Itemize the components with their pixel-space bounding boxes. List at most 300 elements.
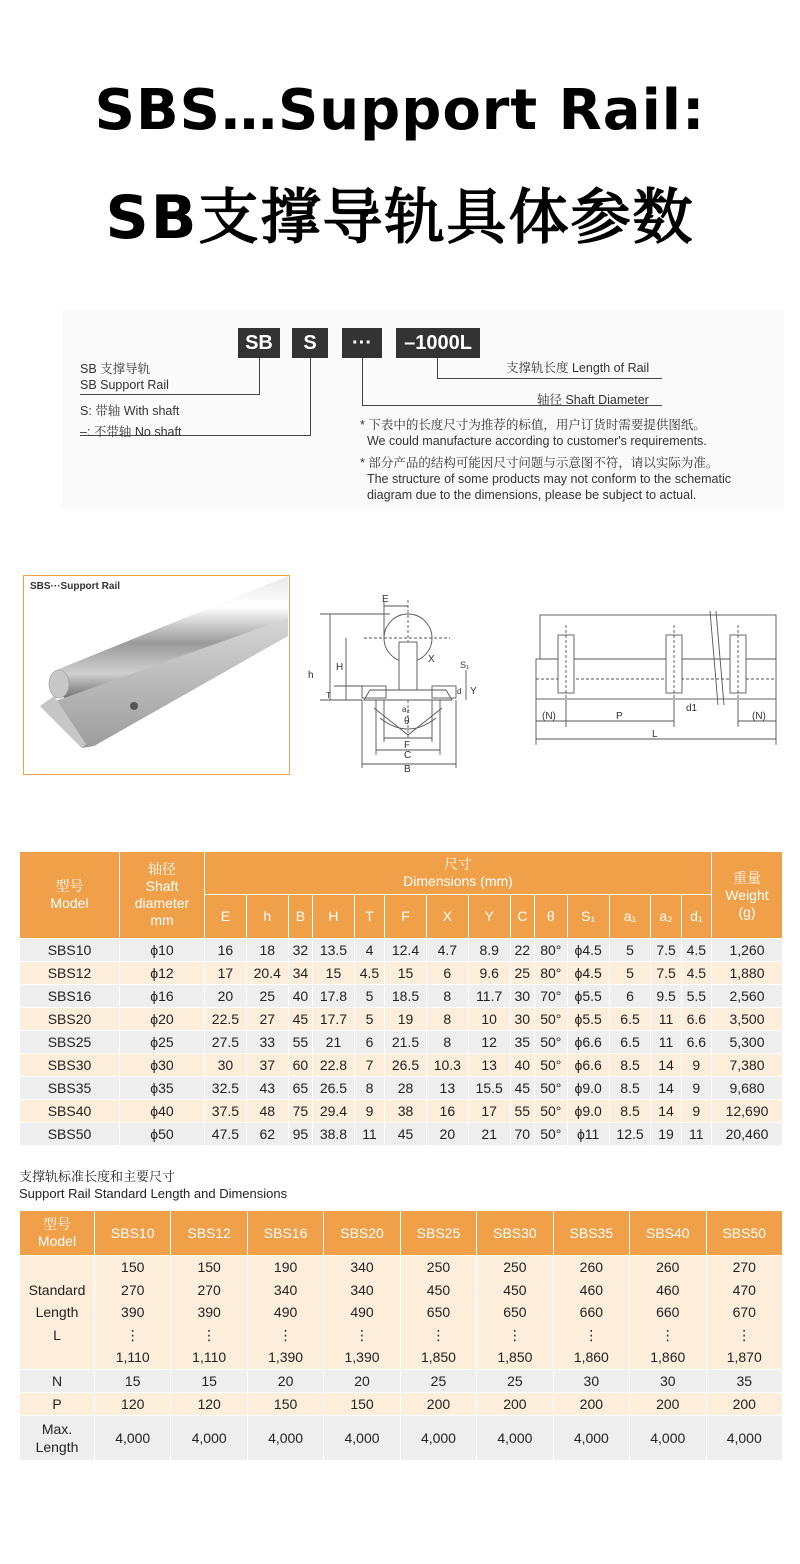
table-cell: 16 (427, 1100, 468, 1122)
p-label: P (20, 1393, 94, 1415)
length-value: 1,870 (726, 1349, 762, 1365)
p-cell: 150 (248, 1393, 323, 1415)
table-cell: 14 (651, 1100, 680, 1122)
max-cell: 4,000 (477, 1416, 552, 1460)
length-value: 150 (121, 1259, 145, 1275)
table-cell: 13 (427, 1077, 468, 1099)
n-label: N (20, 1370, 94, 1392)
th-col: B (289, 895, 312, 938)
table-cell: ϕ35 (120, 1077, 204, 1099)
cell-model: SBS20 (20, 1008, 119, 1030)
table-cell: 8 (427, 1031, 468, 1053)
table-cell: 80° (535, 962, 567, 984)
label-shaft-diameter: 轴径 Shaft Diameter (537, 393, 649, 407)
label-sb-en: SB Support Rail (80, 378, 169, 392)
length-value: 1,390 (268, 1349, 304, 1365)
table-cell: 6.5 (610, 1031, 651, 1053)
length-value: 650 (426, 1304, 451, 1320)
table-cell: 8.5 (610, 1077, 651, 1099)
length-value: 1,860 (573, 1349, 609, 1365)
table-cell: 8 (427, 985, 468, 1007)
section-title: 支撑轨标准长度和主要尺寸 Support Rail Standard Length and Dimensions (19, 1169, 288, 1201)
length-value: 390 (197, 1304, 221, 1320)
p-cell: 200 (630, 1393, 705, 1415)
dim-d1: d1 (686, 703, 698, 714)
table-cell: 7.5 (651, 939, 680, 961)
label-sb-zh: SB 支撑导轨 (80, 362, 151, 376)
code-box-s: S (292, 328, 328, 358)
table-cell: 8 (355, 1077, 384, 1099)
table-cell: 15.5 (469, 1077, 510, 1099)
table-cell: 17 (205, 962, 246, 984)
table-cell: 6 (610, 985, 651, 1007)
table-cell: 37 (247, 1054, 288, 1076)
table-cell: 55 (511, 1100, 534, 1122)
table-cell: 6.6 (682, 1031, 711, 1053)
page-title-en: SBS…Support Rail: (94, 78, 706, 143)
table-cell: 7,380 (712, 1054, 782, 1076)
th-col: a₁ (610, 895, 651, 938)
length-value: 270 (121, 1281, 145, 1298)
length-value: 1,850 (420, 1349, 456, 1365)
length-value: 190 (273, 1259, 298, 1275)
p-cell: 150 (324, 1393, 399, 1415)
table-cell: 21 (469, 1123, 510, 1145)
th-col: X (427, 895, 468, 938)
table-cell: ϕ10 (120, 939, 204, 961)
th-col: a₂ (651, 895, 680, 938)
dim-f: F (404, 740, 411, 751)
max-cell: 4,000 (630, 1416, 705, 1460)
table-cell: 4.5 (355, 962, 384, 984)
dim-n-right: (N) (752, 711, 766, 722)
table-cell: ϕ40 (120, 1100, 204, 1122)
table-cell: 18.5 (385, 985, 426, 1007)
table-cell: 45 (511, 1077, 534, 1099)
table-cell: 70 (511, 1123, 534, 1145)
dim-H: H (336, 662, 344, 673)
table-cell: 4.7 (427, 939, 468, 961)
length-value: 390 (121, 1304, 145, 1320)
table-cell: 4 (355, 939, 384, 961)
n-cell: 15 (171, 1370, 246, 1392)
table-row (20, 962, 782, 984)
table-cell: 12.4 (385, 939, 426, 961)
table-cell: 30 (205, 1054, 246, 1076)
table-cell: 12,690 (712, 1100, 782, 1122)
table-cell: 2,560 (712, 985, 782, 1007)
table-cell: 50° (535, 1031, 567, 1053)
dim-b: B (404, 764, 411, 775)
dim-h: h (308, 670, 314, 681)
th-shaft: 轴径 Shaft diameter mm (120, 852, 204, 938)
table-cell: 9.5 (651, 985, 680, 1007)
length-value: 450 (426, 1281, 451, 1298)
table-cell: 29.4 (313, 1100, 354, 1122)
table-cell: 6.6 (682, 1008, 711, 1030)
table-cell: 12 (469, 1031, 510, 1053)
dimensions-table (19, 851, 783, 1146)
ordering-code-panel (62, 310, 784, 510)
table-cell: 4.5 (682, 962, 711, 984)
max-cell: 4,000 (171, 1416, 246, 1460)
table-cell: ϕ11 (568, 1123, 609, 1145)
p-cell: 120 (95, 1393, 170, 1415)
table-cell: 21 (313, 1031, 354, 1053)
max-cell: 4,000 (707, 1416, 783, 1460)
table-cell: 11 (682, 1123, 711, 1145)
p-cell: 200 (477, 1393, 552, 1415)
table-cell: 33 (247, 1031, 288, 1053)
dim-a2: a₂ (402, 705, 410, 714)
table-cell: 9 (682, 1054, 711, 1076)
table-cell: 1,260 (712, 939, 782, 961)
table-cell: 22.5 (205, 1008, 246, 1030)
table-cell: 35 (511, 1031, 534, 1053)
table-cell: 50° (535, 1008, 567, 1030)
length-value: 270 (732, 1259, 756, 1275)
table-cell: 12.5 (610, 1123, 651, 1145)
length-value: 340 (350, 1259, 374, 1275)
table-cell: 62 (247, 1123, 288, 1145)
length-value: 660 (579, 1304, 604, 1320)
cell-model: SBS12 (20, 962, 119, 984)
standard-length-table (19, 1210, 783, 1461)
label-with-shaft: S: 带轴 With shaft (80, 404, 180, 418)
n-cell: 20 (248, 1370, 323, 1392)
length-value: ⋮ (355, 1326, 370, 1343)
table-cell: ϕ9.0 (568, 1077, 609, 1099)
table-cell: 15 (313, 962, 354, 984)
max-cell: 4,000 (95, 1416, 170, 1460)
table-cell: 50° (535, 1123, 567, 1145)
length-value: 250 (426, 1259, 451, 1275)
table-cell: ϕ9.0 (568, 1100, 609, 1122)
table-cell: 25 (511, 962, 534, 984)
table-row (20, 1100, 782, 1122)
table-cell: 13.5 (313, 939, 354, 961)
table-cell: ϕ12 (120, 962, 204, 984)
table-cell: 32 (289, 939, 312, 961)
table-row (20, 1077, 782, 1099)
length-value: 490 (273, 1304, 298, 1320)
table-cell: 37.5 (205, 1100, 246, 1122)
table-cell: 8.5 (610, 1100, 651, 1122)
table-cell: ϕ4.5 (568, 962, 609, 984)
p-cell: 200 (554, 1393, 629, 1415)
table-cell: 4.5 (682, 939, 711, 961)
table-cell: 27.5 (205, 1031, 246, 1053)
table-cell: 50° (535, 1077, 567, 1099)
cell-model: SBS40 (20, 1100, 119, 1122)
dim-n-left: (N) (542, 711, 556, 722)
dim-x: X (428, 654, 435, 665)
table-cell: 95 (289, 1123, 312, 1145)
cell-model: SBS10 (20, 939, 119, 961)
table-cell: ϕ50 (120, 1123, 204, 1145)
th-model-col: SBS20 (324, 1211, 399, 1255)
dim-l: L (652, 729, 658, 740)
p-cell: 200 (707, 1393, 783, 1415)
table-cell: 5.5 (682, 985, 711, 1007)
th-weight: 重量 Weight (g) (712, 852, 782, 938)
length-value: 270 (197, 1281, 221, 1298)
max-length-label: Max. Length (20, 1416, 94, 1460)
table-cell: 30 (511, 985, 534, 1007)
length-value: 1,110 (192, 1349, 227, 1365)
page-title-zh: SB支撑导轨具体参数 (105, 183, 695, 253)
table-cell: 11 (651, 1008, 680, 1030)
th-col: C (511, 895, 534, 938)
th-dimensions: 尺寸 Dimensions (mm) (205, 852, 711, 894)
table-cell: 14 (651, 1054, 680, 1076)
length-value: 340 (273, 1281, 298, 1298)
length-cell (554, 1256, 629, 1369)
table-cell: ϕ30 (120, 1054, 204, 1076)
table-cell: 6.5 (610, 1008, 651, 1030)
table-cell: 26.5 (385, 1054, 426, 1076)
table-row (20, 1031, 782, 1053)
support-rail-illustration (24, 576, 288, 773)
max-cell: 4,000 (324, 1416, 399, 1460)
length-value: 1,860 (650, 1349, 686, 1365)
table-cell: 7 (355, 1054, 384, 1076)
table-cell: 20 (205, 985, 246, 1007)
table-cell: 18 (247, 939, 288, 961)
table-cell: 43 (247, 1077, 288, 1099)
dim-c: C (404, 750, 412, 761)
table-cell: 9 (682, 1100, 711, 1122)
table-cell: 16 (205, 939, 246, 961)
table-row (20, 1054, 782, 1076)
th-col: E (205, 895, 246, 938)
th-model-col: SBS35 (554, 1211, 629, 1255)
length-value: 340 (350, 1281, 374, 1298)
dim-e: E (382, 594, 389, 605)
dim-s1: S₁ (460, 660, 470, 670)
table-cell: 40 (289, 985, 312, 1007)
th-model-col: SBS30 (477, 1211, 552, 1255)
table-cell: 75 (289, 1100, 312, 1122)
n-cell: 20 (324, 1370, 399, 1392)
length-cell (477, 1256, 552, 1369)
table-cell: ϕ16 (120, 985, 204, 1007)
length-value: 1,850 (497, 1349, 533, 1365)
table-cell: 17 (469, 1100, 510, 1122)
length-value: 460 (656, 1281, 680, 1298)
table-cell: 8.5 (610, 1054, 651, 1076)
table-cell: 38.8 (313, 1123, 354, 1145)
length-cell (171, 1256, 246, 1369)
table-cell: ϕ25 (120, 1031, 204, 1053)
table-cell: 11 (355, 1123, 384, 1145)
table-cell: 9,680 (712, 1077, 782, 1099)
table-cell: 5 (610, 962, 651, 984)
dim-theta: θ (404, 716, 410, 727)
note-2: * 部分产品的结构可能因尺寸问题与示意图不符，请以实际为准。 The structure of some products may not conform to the schematic diagram due to the dimensions, please be subject to actual. (360, 456, 731, 502)
length-value: 260 (579, 1259, 604, 1275)
table-cell: 48 (247, 1100, 288, 1122)
table-cell: 50° (535, 1054, 567, 1076)
label-no-shaft: –: 不带轴 No shaft (80, 425, 182, 439)
table-row (20, 1123, 782, 1145)
length-value: 650 (503, 1304, 527, 1320)
table-cell: 10 (469, 1008, 510, 1030)
code-box-length: –1000L (396, 328, 480, 358)
code-box-sb: SB (238, 328, 280, 358)
th-col: θ (535, 895, 567, 938)
n-cell: 30 (554, 1370, 629, 1392)
cell-model: SBS35 (20, 1077, 119, 1099)
table-cell: 6 (355, 1031, 384, 1053)
n-cell: 25 (401, 1370, 476, 1392)
max-cell: 4,000 (248, 1416, 323, 1460)
table-cell: 1,880 (712, 962, 782, 984)
th-col: F (385, 895, 426, 938)
table-row (20, 939, 782, 961)
cell-model: SBS25 (20, 1031, 119, 1053)
table-cell: 25 (247, 985, 288, 1007)
table-cell: 22 (511, 939, 534, 961)
table-cell: 20.4 (247, 962, 288, 984)
th-col: S₁ (568, 895, 609, 938)
table-cell: ϕ5.5 (568, 985, 609, 1007)
length-value: ⋮ (431, 1326, 446, 1343)
table-cell: ϕ6.6 (568, 1031, 609, 1053)
length-value: 660 (656, 1304, 680, 1320)
length-value: 670 (732, 1304, 756, 1320)
table-cell: 45 (289, 1008, 312, 1030)
length-value: 150 (197, 1259, 221, 1275)
table-cell: 11.7 (469, 985, 510, 1007)
table-cell: 60 (289, 1054, 312, 1076)
n-cell: 30 (630, 1370, 705, 1392)
table-cell: ϕ6.6 (568, 1054, 609, 1076)
th-model-col: SBS12 (171, 1211, 246, 1255)
length-value: 1,110 (115, 1349, 150, 1365)
p-cell: 120 (171, 1393, 246, 1415)
length-value: ⋮ (660, 1326, 675, 1343)
cell-model: SBS50 (20, 1123, 119, 1145)
table-cell: 19 (385, 1008, 426, 1030)
table-cell: 15 (385, 962, 426, 984)
table-cell: 8 (427, 1008, 468, 1030)
table-cell: 65 (289, 1077, 312, 1099)
table-cell: 19 (651, 1123, 680, 1145)
table-cell: 70° (535, 985, 567, 1007)
table-cell: 10.3 (427, 1054, 468, 1076)
length-value: ⋮ (125, 1326, 140, 1343)
table-cell: 20,460 (712, 1123, 782, 1145)
table-cell: 8.9 (469, 939, 510, 961)
length-value: 450 (503, 1281, 527, 1298)
table-cell: 9.6 (469, 962, 510, 984)
length-value: 250 (503, 1259, 527, 1275)
length-cell (95, 1256, 170, 1369)
table-cell: ϕ5.5 (568, 1008, 609, 1030)
th-model2: 型号 Model (20, 1211, 94, 1255)
n-cell: 15 (95, 1370, 170, 1392)
dim-p: P (616, 711, 623, 722)
n-cell: 35 (707, 1370, 783, 1392)
table-cell: ϕ20 (120, 1008, 204, 1030)
table-row (20, 1008, 782, 1030)
product-photo (23, 575, 290, 775)
th-model-col: SBS16 (248, 1211, 323, 1255)
table-cell: 7.5 (651, 962, 680, 984)
dim-t: T (326, 691, 331, 700)
length-value: ⋮ (278, 1326, 293, 1343)
note-1: * 下表中的长度尺寸为推荐的标值，用户订货时需要提供图纸。 We could manufacture according to customer's requirements. (360, 418, 707, 448)
length-cell (248, 1256, 323, 1369)
th-col: d₁ (682, 895, 711, 938)
p-cell: 200 (401, 1393, 476, 1415)
cell-model: SBS30 (20, 1054, 119, 1076)
code-box-diameter: ··· (342, 328, 382, 358)
table-cell: 9 (682, 1077, 711, 1099)
th-model-col: SBS10 (95, 1211, 170, 1255)
max-cell: 4,000 (554, 1416, 629, 1460)
table-cell: 6 (427, 962, 468, 984)
table-cell: 45 (385, 1123, 426, 1145)
length-value: 490 (350, 1304, 374, 1320)
table-cell: 17.7 (313, 1008, 354, 1030)
th-model-col: SBS25 (401, 1211, 476, 1255)
length-cell (707, 1256, 783, 1369)
table-cell: 28 (385, 1077, 426, 1099)
length-value: ⋮ (507, 1326, 522, 1343)
max-cell: 4,000 (401, 1416, 476, 1460)
th-col: h (247, 895, 288, 938)
side-view-drawing (530, 605, 780, 745)
table-cell: 55 (289, 1031, 312, 1053)
length-value: ⋮ (737, 1326, 752, 1343)
cross-section-drawing (300, 590, 480, 775)
table-cell: ϕ4.5 (568, 939, 609, 961)
length-value: 470 (732, 1281, 756, 1298)
length-cell (630, 1256, 705, 1369)
table-cell: 40 (511, 1054, 534, 1076)
std-length-label: Standard Length L (20, 1256, 94, 1369)
dim-y: Y (470, 686, 477, 697)
table-row (20, 985, 782, 1007)
table-cell: 14 (651, 1077, 680, 1099)
table-cell: 47.5 (205, 1123, 246, 1145)
table-cell: 5 (355, 985, 384, 1007)
length-value: 460 (579, 1281, 604, 1298)
table-cell: 27 (247, 1008, 288, 1030)
length-value: ⋮ (202, 1326, 217, 1343)
table-cell: 50° (535, 1100, 567, 1122)
table-cell: 11 (651, 1031, 680, 1053)
table-cell: 5 (610, 939, 651, 961)
table-cell: 80° (535, 939, 567, 961)
dim-d: d (457, 687, 462, 696)
length-value: ⋮ (584, 1326, 599, 1343)
photo-caption: SBS···Support Rail (30, 581, 120, 592)
table-cell: 22.8 (313, 1054, 354, 1076)
table-cell: 17.8 (313, 985, 354, 1007)
table-cell: 21.5 (385, 1031, 426, 1053)
length-value: 1,390 (344, 1349, 380, 1365)
length-cell (324, 1256, 399, 1369)
table-cell: 5 (355, 1008, 384, 1030)
table-cell: 9 (355, 1100, 384, 1122)
table-cell: 32.5 (205, 1077, 246, 1099)
length-cell (401, 1256, 476, 1369)
table-cell: 13 (469, 1054, 510, 1076)
table-cell: 20 (427, 1123, 468, 1145)
